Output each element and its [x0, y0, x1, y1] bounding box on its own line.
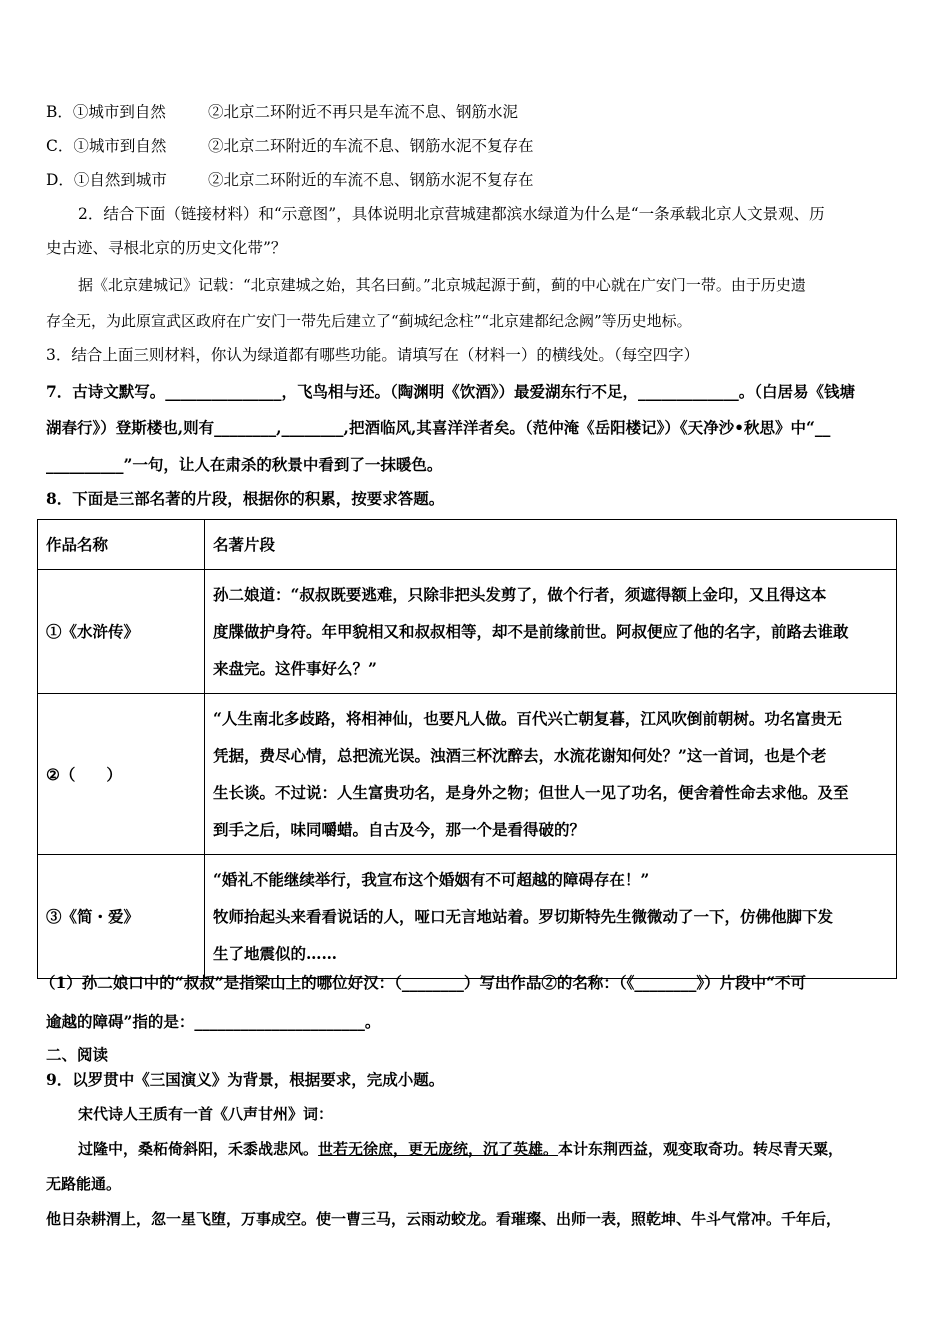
question-2: 2．结合下面（链接材料）和“示意图”，具体说明北京营城建都滨水绿道为什么是“一条承载北京人文景观、历 — [78, 205, 825, 223]
poem-text: 本计东荆西益，观变取奇功。转尽青天粟， — [558, 1140, 844, 1158]
option-d — [46, 170, 534, 190]
work-name: ③《简・爱》 — [38, 855, 205, 979]
question-8: 8．下面是三部名著的片段，根据你的积累，按要求答题。 — [46, 489, 445, 508]
table-header-row — [38, 520, 897, 570]
excerpt-line: 生长谈。不过说：人生富贵功名，是身外之物；但世人一见了功名，便舍着性命去求他。及至 — [213, 783, 849, 802]
question-7-cont: 湖春行》）登斯楼也,则有________,________,把酒临风,其喜洋洋者矣。（范仲淹《岳阳楼记》）《天净沙•秋思》中“__ — [46, 418, 831, 437]
poem-underlined: 世若无徐庶，更无庞统，沉了英雄。 — [318, 1140, 559, 1158]
excerpt-line: “人生南北多歧路，将相神仙，也要凡人做。百代兴亡朝复暮，江风吹倒前朝树。功名富贵无 — [213, 709, 842, 728]
option-part2: ②北京二环附近的车流不息、钢筋水泥不复存在 — [208, 171, 534, 189]
poem-line-1 — [78, 1139, 843, 1159]
works-table — [37, 519, 897, 979]
poem-line-3: 他日杂耕渭上，忽一星飞堕，万事成空。使一曹三马，云雨动蛟龙。看璀璨、出师一表，照乾坤、牛斗气常冲。千年后， — [46, 1210, 842, 1228]
section-heading: 二、阅读 — [46, 1045, 109, 1064]
excerpt-line: 牧师抬起头来看看说话的人，哑口无言地站着。罗切斯特先生微微动了一下，仿佛他脚下发 — [213, 907, 834, 926]
link-material: 据《北京建城记》记载：“北京建城之始，其名曰蓟。”北京城起源于蓟，蓟的中心就在广安门一带。由于历史遗 — [78, 276, 806, 294]
excerpt-line: 凭据，费尽心情，总把流光误。浊酒三杯沈醉去，水流花谢知何处？”这一首词，也是个老 — [213, 746, 827, 765]
option-b — [46, 102, 519, 122]
option-c — [46, 136, 534, 156]
excerpt — [205, 694, 897, 855]
question-8-sub1-cont: 逾越的障碍”指的是：______________________。 — [46, 1012, 381, 1031]
option-part2: ②北京二环附近不再只是车流不息、钢筋水泥 — [208, 103, 519, 121]
excerpt-line: 度牒做护身符。年甲貌相又和叔叔相等，却不是前缘前世。阿叔便应了他的名字，前路去谁敢 — [213, 622, 849, 641]
excerpt — [205, 855, 897, 979]
question-2-cont: 史古迹、寻根北京的历史文化带”？ — [46, 239, 287, 257]
question-9: 9．以罗贯中《三国演义》为背景，根据要求，完成小题。 — [46, 1070, 445, 1089]
excerpt-line: 孙二娘道：“叔叔既要逃难，只除非把头发剪了，做个行者，须遮得额上金印，又且得这本 — [213, 585, 827, 604]
poem-line-2: 无路能通。 — [46, 1175, 122, 1193]
table-row — [38, 570, 897, 694]
work-name: ①《水浒传》 — [38, 570, 205, 694]
link-material-cont: 存全无，为此原宣武区政府在广安门一带先后建立了“蓟城纪念柱”“北京建都纪念阙”等历史地标。 — [46, 312, 692, 330]
question-7: 7．古诗文默写。_______________，飞鸟相与还。（陶渊明《饮酒》）最爱湖东行不足，_____________。（白居易《钱塘 — [46, 382, 856, 401]
header-work: 作品名称 — [38, 520, 205, 570]
question-7-cont2: __________”一句，让人在肃杀的秋景中看到了一抹暖色。 — [46, 455, 443, 474]
option-part2: ②北京二环附近的车流不息、钢筋水泥不复存在 — [208, 137, 534, 155]
option-part1: B．①城市到自然 — [46, 103, 166, 121]
excerpt — [205, 570, 897, 694]
question-3: 3．结合上面三则材料，你认为绿道都有哪些功能。请填写在（材料一）的横线处。（每空四字） — [46, 346, 700, 364]
table-row — [38, 855, 897, 979]
header-excerpt: 名著片段 — [205, 520, 897, 570]
question-8-sub1: （1）孙二娘口中的“叔叔”是指梁山上的哪位好汉：（________）写出作品②的名称：（《________》）片段中“不可 — [40, 973, 807, 992]
poem-text: 过隆中，桑柘倚斜阳，禾黍战悲风。 — [78, 1140, 319, 1158]
poem-intro: 宋代诗人王质有一首《八声甘州》词： — [78, 1105, 334, 1123]
option-part1: C．①城市到自然 — [46, 137, 167, 155]
table-row — [38, 694, 897, 855]
excerpt-line: 到手之后，味同嚼蜡。自古及今，那一个是看得破的？ — [213, 820, 586, 839]
work-name: ②（ ） — [38, 694, 205, 855]
excerpt-line: “婚礼不能继续举行，我宣布这个婚姻有不可超越的障碍存在！” — [213, 870, 650, 889]
excerpt-line: 生了地震似的…… — [213, 944, 338, 963]
option-part1: D．①自然到城市 — [46, 171, 167, 189]
excerpt-line: 来盘完。这件事好么？” — [213, 659, 377, 678]
